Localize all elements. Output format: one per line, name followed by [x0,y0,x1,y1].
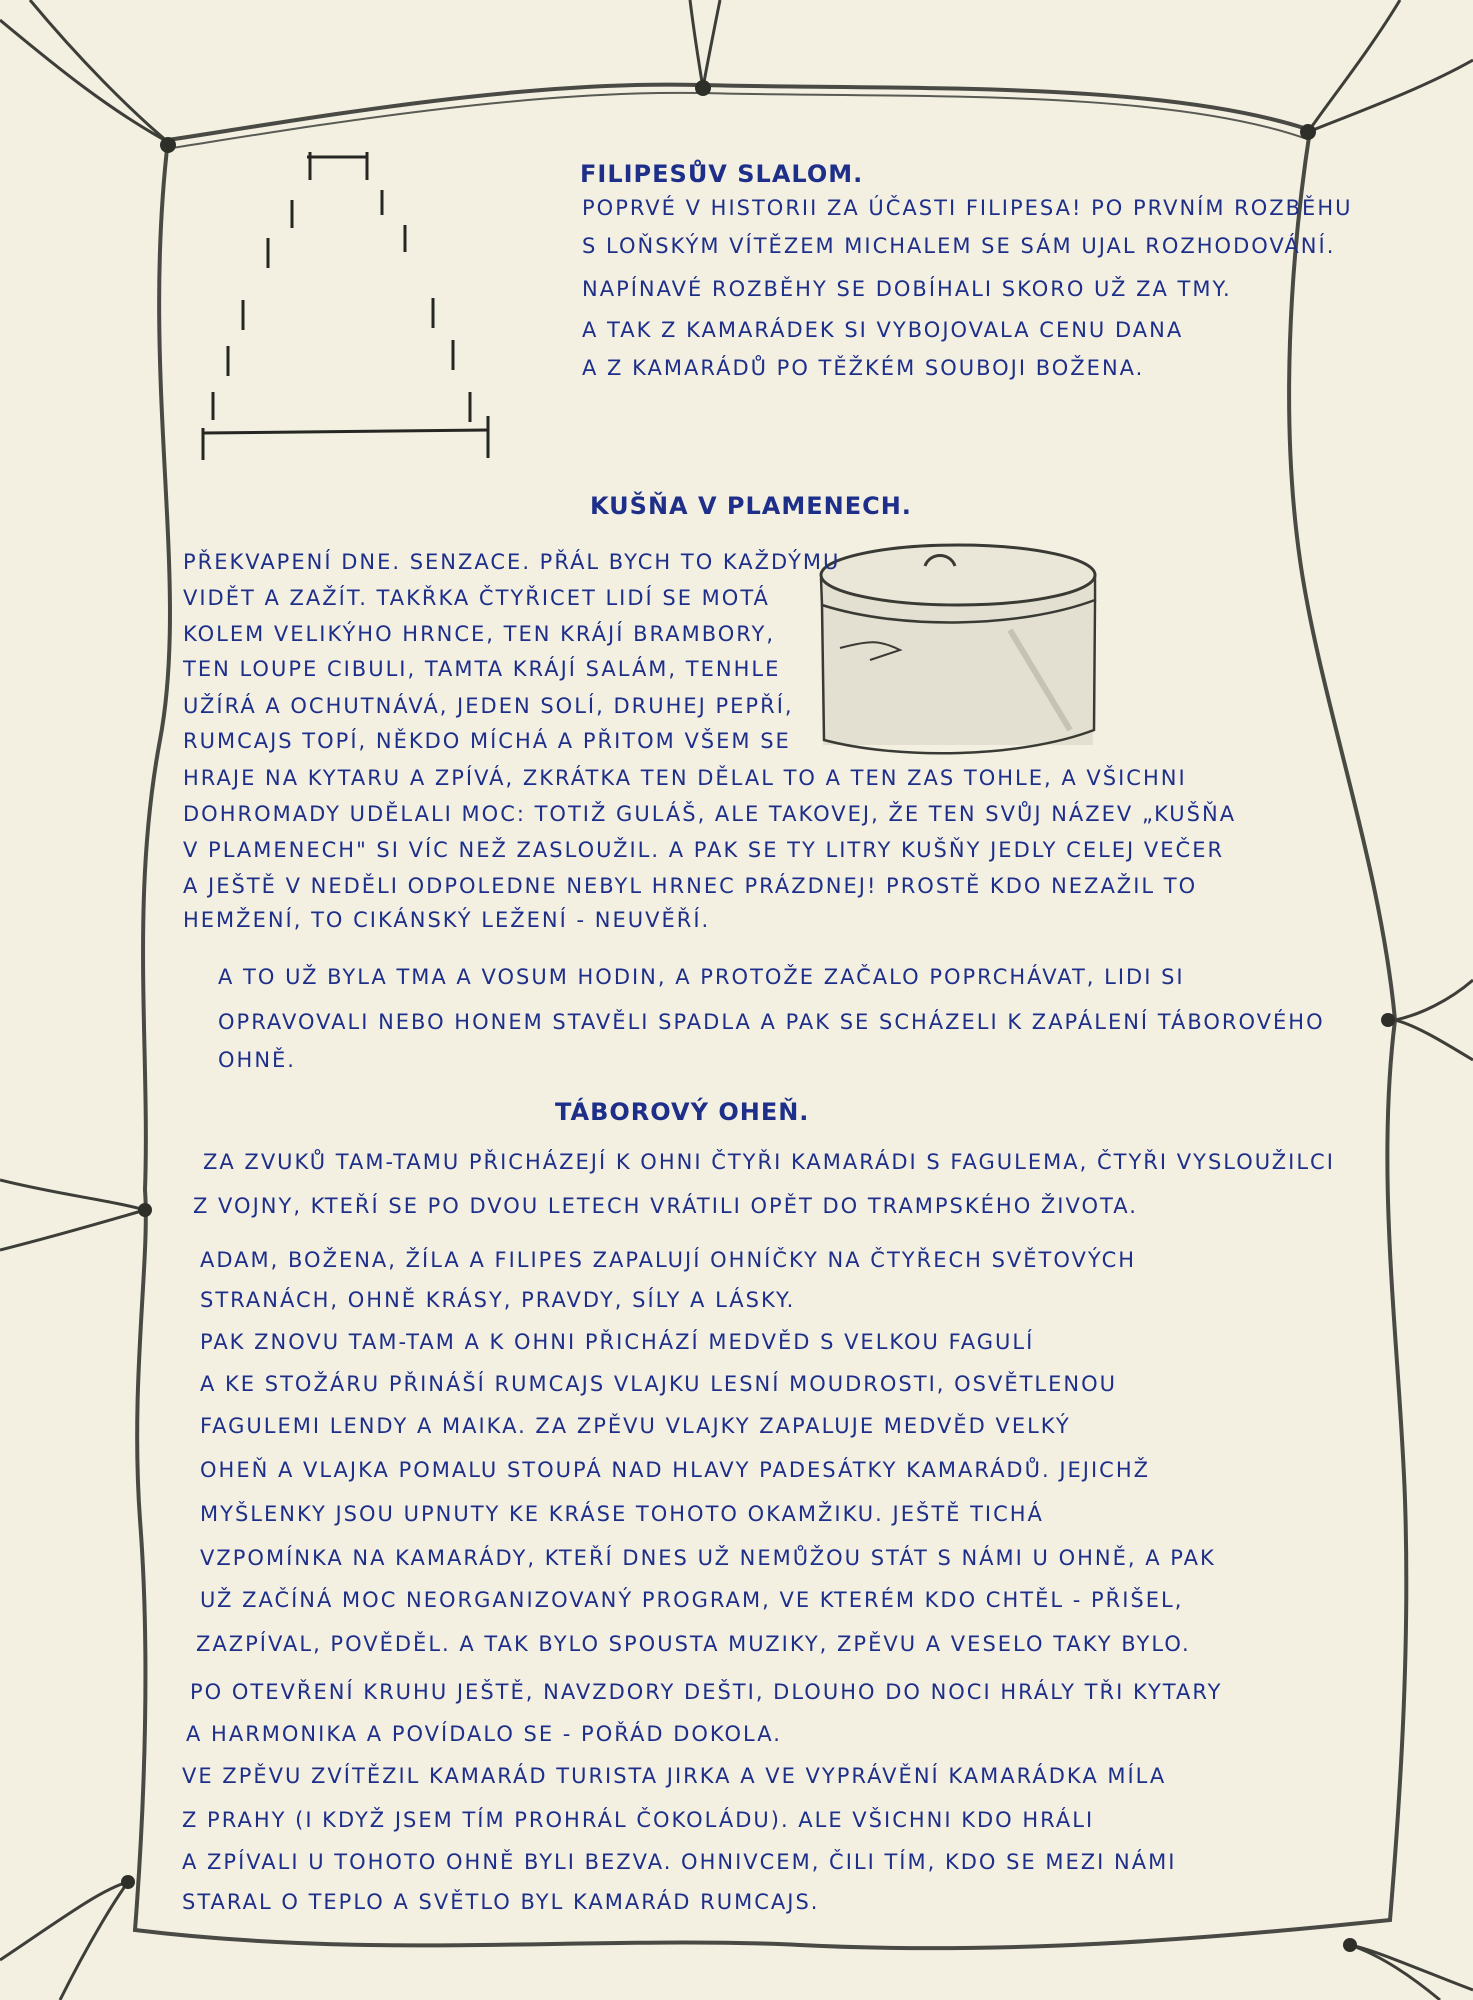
kusna-line: KOLEM VELIKÝHO HRNCE, TEN KRÁJÍ BRAMBORY, [183,622,776,646]
ohen-line: PO OTEVŘENÍ KRUHU JEŠTĚ, NAVZDORY DEŠTI, DLOUHO DO NOCI HRÁLY TŘI KYTARY [190,1680,1223,1704]
transition-line: OPRAVOVALI NEBO HONEM STAVĚLI SPADLA A PAK SE SCHÁZELI K ZAPÁLENÍ TÁBOROVÉHO [218,1010,1325,1034]
kusna-line: VIDĚT A ZAŽÍT. TAKŘKA ČTYŘICET LIDÍ SE MOTÁ [183,586,770,610]
hide-outline-inner [172,93,1304,148]
slalom-line: S LOŇSKÝM VÍTĚZEM MICHALEM SE SÁM UJAL ROZHODOVÁNÍ. [582,234,1336,258]
ohen-line: UŽ ZAČÍNÁ MOC NEORGANIZOVANÝ PROGRAM, VE KTERÉM KDO CHTĚL - PŘIŠEL, [200,1588,1184,1612]
slalom-gates-sketch [203,152,488,460]
kusna-heading: KUŠŇA V PLAMENECH. [590,492,912,520]
slalom-heading: FILIPESŮV SLALOM. [580,160,864,188]
ohen-line: VZPOMÍNKA NA KAMARÁDY, KTEŘÍ DNES UŽ NEMŮŽOU STÁT S NÁMI U OHNĚ, A PAK [200,1546,1216,1570]
slalom-line: POPRVÉ V HISTORII ZA ÚČASTI FILIPESA! PO PRVNÍM ROZBĚHU [582,196,1353,220]
kusna-line: RUMCAJS TOPÍ, NĚKDO MÍCHÁ A PŘITOM VŠEM SE [183,729,791,753]
ohen-line: STARAL O TEPLO A SVĚTLO BYL KAMARÁD RUMCAJS. [182,1890,820,1914]
kusna-line: A JEŠTĚ V NEDĚLI ODPOLEDNE NEBYL HRNEC PRÁZDNEJ! PROSTĚ KDO NEZAŽIL TO [183,874,1198,898]
transition-line: A TO UŽ BYLA TMA A VOSUM HODIN, A PROTOŽE ZAČALO POPRCHÁVAT, LIDI SI [218,965,1185,989]
pot-sketch [821,545,1095,753]
kusna-line: UŽÍRÁ A OCHUTNÁVÁ, JEDEN SOLÍ, DRUHEJ PEPŘÍ, [183,694,794,718]
ohen-line: STRANÁCH, OHNĚ KRÁSY, PRAVDY, SÍLY A LÁSKY. [200,1288,796,1312]
ohen-line: A KE STOŽÁRU PŘINÁŠÍ RUMCAJS VLAJKU LESNÍ MOUDROSTI, OSVĚTLENOU [200,1372,1118,1396]
kusna-line: HEMŽENÍ, TO CIKÁNSKÝ LEŽENÍ - NEUVĚŘÍ. [183,908,711,932]
ohen-line: ZA ZVUKŮ TAM-TAMU PŘICHÁZEJÍ K OHNI ČTYŘI KAMARÁDI S FAGULEMA, ČTYŘI VYSLOUŽILCI [203,1150,1335,1174]
slalom-line: A TAK Z KAMARÁDEK SI VYBOJOVALA CENU DANA [582,318,1184,342]
ohen-line: A ZPÍVALI U TOHOTO OHNĚ BYLI BEZVA. OHNIVCEM, ČILI TÍM, KDO SE MEZI NÁMI [182,1850,1177,1874]
ohen-line: Z VOJNY, KTEŘÍ SE PO DVOU LETECH VRÁTILI OPĚT DO TRAMPSKÉHO ŽIVOTA. [193,1194,1138,1218]
ohen-line: Z PRAHY (I KDYŽ JSEM TÍM PROHRÁL ČOKOLÁDU). ALE VŠICHNI KDO HRÁLI [182,1808,1095,1832]
ohen-line: FAGULEMI LENDY A MAIKA. ZA ZPĚVU VLAJKY ZAPALUJE MEDVĚD VELKÝ [200,1414,1071,1438]
kusna-line: V PLAMENECH" SI VÍC NEŽ ZASLOUŽIL. A PAK SE TY LITRY KUŠŇY JEDLY CELEJ VEČER [183,838,1225,862]
kusna-line: DOHROMADY UDĚLALI MOC: TOTIŽ GULÁŠ, ALE TAKOVEJ, ŽE TEN SVŮJ NÁZEV „KUŠŇA [183,802,1237,826]
slalom-line: A Z KAMARÁDŮ PO TĚŽKÉM SOUBOJI BOŽENA. [582,356,1145,380]
ohen-line: ADAM, BOŽENA, ŽÍLA A FILIPES ZAPALUJÍ OHNÍČKY NA ČTYŘECH SVĚTOVÝCH [200,1248,1137,1272]
ohen-line: A HARMONIKA A POVÍDALO SE - POŘÁD DOKOLA. [186,1722,782,1746]
ohen-line: MYŠLENKY JSOU UPNUTY KE KRÁSE TOHOTO OKAMŽIKU. JEŠTĚ TICHÁ [200,1502,1044,1526]
transition-line: OHNĚ. [218,1048,296,1072]
ohen-heading: TÁBOROVÝ OHEŇ. [555,1098,810,1126]
ohen-line: ZAZPÍVAL, POVĚDĚL. A TAK BYLO SPOUSTA MUZIKY, ZPĚVU A VESELO TAKY BYLO. [196,1632,1191,1656]
kusna-line: HRAJE NA KYTARU A ZPÍVÁ, ZKRÁTKA TEN DĚLAL TO A TEN ZAS TOHLE, A VŠICHNI [183,766,1187,790]
ohen-line: OHEŇ A VLAJKA POMALU STOUPÁ NAD HLAVY PADESÁTKY KAMARÁDŮ. JEJICHŽ [200,1458,1151,1482]
ohen-line: PAK ZNOVU TAM-TAM A K OHNI PŘICHÁZÍ MEDVĚD S VELKOU FAGULÍ [200,1330,1035,1354]
kusna-line: PŘEKVAPENÍ DNE. SENZACE. PŘÁL BYCH TO KAŽDÝMU [183,550,841,574]
ohen-line: VE ZPĚVU ZVÍTĚZIL KAMARÁD TURISTA JIRKA A VE VYPRÁVĚNÍ KAMARÁDKA MÍLA [182,1764,1167,1788]
kusna-line: TEN LOUPE CIBULI, TAMTA KRÁJÍ SALÁM, TENHLE [183,657,781,681]
slalom-line: NAPÍNAVÉ ROZBĚHY SE DOBÍHALI SKORO UŽ ZA TMY. [582,277,1232,301]
